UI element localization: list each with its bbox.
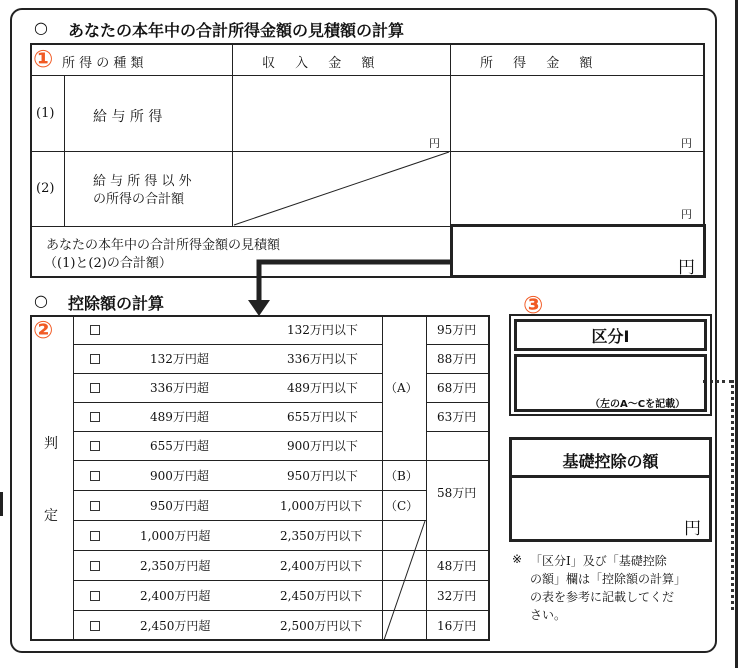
header-revenue: 収 入 金 額 bbox=[262, 56, 383, 71]
basic-deduction-title: 基礎控除の額 bbox=[562, 452, 659, 471]
amount-88: 88万円 bbox=[437, 352, 477, 366]
group-not-applicable-slash bbox=[382, 520, 426, 641]
badge-2: ② bbox=[33, 316, 54, 344]
badge-1: ① bbox=[33, 45, 54, 73]
row-2-label-line2: の所得の合計額 bbox=[93, 192, 185, 207]
group-label-a: （A） bbox=[385, 381, 418, 395]
badge-3: ③ bbox=[523, 291, 544, 319]
classification-title: 区分Ⅰ bbox=[591, 327, 630, 346]
section-bullet-1: ○ bbox=[34, 18, 48, 37]
basic-deduction-field[interactable] bbox=[512, 481, 709, 539]
group-label-c: （C） bbox=[385, 499, 419, 513]
amount-63: 63万円 bbox=[437, 410, 477, 424]
row-checkbox-3[interactable] bbox=[90, 383, 100, 393]
other-income-field[interactable] bbox=[451, 152, 704, 225]
row-4-from: 489万円超 bbox=[150, 410, 209, 424]
group-label-b: （B） bbox=[385, 469, 418, 483]
income-section-title: あなたの本年中の合計所得金額の見積額の計算 bbox=[68, 21, 405, 40]
total-label-line2: （(1)と(2)の合計額） bbox=[44, 256, 172, 271]
row-9-from: 2,350万円超 bbox=[140, 559, 211, 573]
side-label-decide: 定 bbox=[44, 508, 58, 524]
row-11-from: 2,450万円超 bbox=[140, 619, 211, 633]
row-3-from: 336万円超 bbox=[150, 381, 209, 395]
header-income-amount: 所 得 金 額 bbox=[480, 56, 601, 71]
amount-58: 58万円 bbox=[437, 486, 477, 500]
row-checkbox-6[interactable] bbox=[90, 471, 100, 481]
row-2-label-line1: 給 与 所 得 以 外 bbox=[93, 174, 192, 189]
amount-68: 68万円 bbox=[437, 381, 477, 395]
row-1-number: (1) bbox=[36, 106, 55, 121]
deduction-section-title: 控除額の計算 bbox=[68, 294, 165, 313]
left-margin-mark bbox=[0, 492, 3, 516]
row-7-from: 950万円超 bbox=[150, 499, 209, 513]
row-checkbox-11[interactable] bbox=[90, 621, 100, 631]
flow-arrow bbox=[245, 254, 455, 320]
total-yen: 円 bbox=[678, 258, 695, 278]
row-2-number: (2) bbox=[36, 181, 55, 196]
row-checkbox-8[interactable] bbox=[90, 531, 100, 541]
revenue-not-applicable-slash bbox=[232, 151, 450, 226]
amount-16: 16万円 bbox=[437, 619, 477, 633]
footnote-line-4: さい。 bbox=[530, 608, 567, 622]
row-checkbox-9[interactable] bbox=[90, 561, 100, 571]
row-checkbox-2[interactable] bbox=[90, 354, 100, 364]
row-5-from: 655万円超 bbox=[150, 439, 209, 453]
row-checkbox-7[interactable] bbox=[90, 501, 100, 511]
row-1-to: 132万円以下 bbox=[287, 323, 358, 337]
row-2-from: 132万円超 bbox=[150, 352, 209, 366]
row-checkbox-4[interactable] bbox=[90, 412, 100, 422]
row-10-from: 2,400万円超 bbox=[140, 589, 211, 603]
salary-revenue-field[interactable] bbox=[233, 76, 449, 150]
row-1-income-yen: 円 bbox=[681, 137, 692, 150]
row-11-to: 2,500万円以下 bbox=[280, 619, 363, 633]
header-income-kind: 所 得 の 種 類 bbox=[62, 56, 144, 71]
total-income-field[interactable] bbox=[450, 224, 706, 278]
footnote-line-1: 「区分Ⅰ」及び「基礎控除 bbox=[530, 554, 667, 568]
row-5-to: 900万円以下 bbox=[287, 439, 358, 453]
row-3-to: 489万円以下 bbox=[287, 381, 358, 395]
row-9-to: 2,400万円以下 bbox=[280, 559, 363, 573]
footnote-line-3: の表を参考に記載してくだ bbox=[530, 590, 675, 604]
footnote-line-2: の額」欄は「控除額の計算」 bbox=[530, 572, 687, 586]
footnote-mark: ※ bbox=[512, 552, 523, 566]
row-10-to: 2,450万円以下 bbox=[280, 589, 363, 603]
row-6-from: 900万円超 bbox=[150, 469, 209, 483]
amount-48: 48万円 bbox=[437, 559, 477, 573]
row-4-to: 655万円以下 bbox=[287, 410, 358, 424]
total-label-line1: あなたの本年中の合計所得金額の見積額 bbox=[46, 238, 281, 253]
row-checkbox-10[interactable] bbox=[90, 591, 100, 601]
fold-dotted-line bbox=[731, 380, 734, 610]
amount-32: 32万円 bbox=[437, 589, 477, 603]
row-8-from: 1,000万円超 bbox=[140, 529, 211, 543]
row-checkbox-1[interactable] bbox=[90, 325, 100, 335]
basic-deduction-yen: 円 bbox=[684, 519, 701, 539]
row-7-to: 1,000万円以下 bbox=[280, 499, 363, 513]
row-1-label: 給 与 所 得 bbox=[93, 109, 163, 125]
row-6-to: 950万円以下 bbox=[287, 469, 358, 483]
row-8-to: 2,350万円以下 bbox=[280, 529, 363, 543]
salary-income-field[interactable] bbox=[451, 76, 704, 150]
section-bullet-2: ○ bbox=[34, 291, 48, 310]
classification-note: （左のA～Cを記載） bbox=[590, 399, 686, 410]
side-label-judge: 判 bbox=[44, 436, 58, 452]
row-2-income-yen: 円 bbox=[681, 208, 692, 221]
row-1-revenue-yen: 円 bbox=[429, 137, 440, 150]
row-checkbox-5[interactable] bbox=[90, 441, 100, 451]
amount-95: 95万円 bbox=[437, 323, 477, 337]
row-2-to: 336万円以下 bbox=[287, 352, 358, 366]
